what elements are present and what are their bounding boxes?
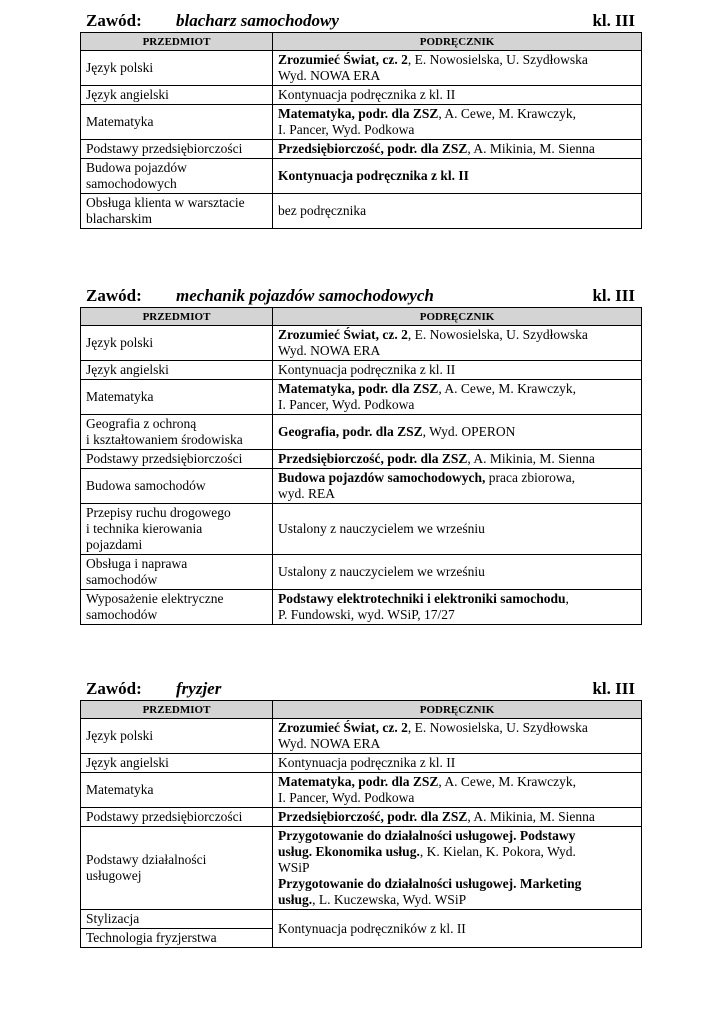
profession-name: mechanik pojazdów samochodowych: [176, 286, 434, 305]
textbook-details: Kontynuacja podręcznika z kl. II: [278, 362, 456, 377]
table-row: [81, 51, 642, 86]
textbook-details: , A. Cewe, M. Krawczyk,: [438, 381, 576, 396]
subject-cell: [81, 326, 273, 361]
subject-text: Przepisy ruchu drogowego: [86, 505, 231, 520]
textbook-cell: [273, 51, 642, 86]
textbook-cell: [273, 469, 642, 504]
textbook-title: usług. Ekonomika usług.: [278, 844, 420, 859]
textbook-title: Matematyka, podr. dla ZSZ: [278, 381, 439, 396]
textbook-line: [278, 720, 636, 736]
subject-text: Język polski: [86, 335, 154, 350]
subject-text: samochodów: [86, 607, 158, 622]
table-row: [81, 326, 642, 361]
subject-text: Język angielski: [86, 755, 169, 770]
textbook-line: [278, 106, 636, 122]
subject-cell: [81, 808, 273, 827]
subject-cell: [81, 929, 273, 948]
textbook-title: Przygotowanie do działalności usługowej. Podstawy: [278, 828, 576, 843]
textbook-title: Przedsiębiorczość, podr. dla ZSZ: [278, 141, 468, 156]
textbook-title: Przedsiębiorczość, podr. dla ZSZ: [278, 809, 468, 824]
table-header-row: [81, 701, 642, 719]
section-heading: [80, 10, 641, 32]
subject-text: Technologia fryzjerstwa: [86, 930, 217, 945]
textbook-details: , A. Mikinia, M. Sienna: [467, 451, 595, 466]
class-label: kl. III: [592, 11, 635, 30]
textbook-line: [278, 828, 636, 844]
textbook-table: [80, 700, 642, 948]
table-row: [81, 827, 642, 910]
textbook-details: Kontynuacja podręcznika z kl. II: [278, 87, 456, 102]
textbook-line: [278, 381, 636, 397]
textbook-line: [278, 68, 636, 84]
subject-text: samochodowych: [86, 176, 177, 191]
textbook-line: [278, 921, 636, 937]
textbook-line: [278, 809, 636, 825]
subject-cell: [81, 827, 273, 910]
textbook-details: , E. Nowosielska, U. Szydłowska: [407, 327, 588, 342]
subject-text: Język polski: [86, 728, 154, 743]
textbook-title: Matematyka, podr. dla ZSZ: [278, 106, 439, 121]
table-row: [81, 380, 642, 415]
textbook-table: [80, 32, 642, 229]
table-row: [81, 194, 642, 229]
textbook-line: [278, 790, 636, 806]
subject-cell: [81, 86, 273, 105]
textbook-line: [278, 774, 636, 790]
textbook-cell: [273, 105, 642, 140]
textbook-line: [278, 591, 636, 607]
table-row: [81, 719, 642, 754]
subject-text: pojazdami: [86, 537, 143, 552]
subject-text: Podstawy przedsiębiorczości: [86, 451, 243, 466]
textbook-line: [278, 397, 636, 413]
textbook-table: [80, 307, 642, 625]
subject-text: Język angielski: [86, 87, 169, 102]
table-row: [81, 415, 642, 450]
textbook-title: Matematyka, podr. dla ZSZ: [278, 774, 439, 789]
textbook-cell: [273, 773, 642, 808]
textbook-cell: [273, 827, 642, 910]
textbook-title: Podstawy elektrotechniki i elektroniki samochodu: [278, 591, 566, 606]
textbook-line: [278, 892, 636, 908]
profession-label: Zawód:: [86, 286, 142, 305]
textbook-title: Przygotowanie do działalności usługowej. Marketing: [278, 876, 582, 891]
textbook-line: [278, 470, 636, 486]
subject-text: Budowa samochodów: [86, 478, 206, 493]
textbook-details: Wyd. NOWA ERA: [278, 736, 381, 751]
textbook-cell: [273, 380, 642, 415]
subject-cell: [81, 194, 273, 229]
subject-text: Język polski: [86, 60, 154, 75]
subject-text: Geografia z ochroną: [86, 416, 197, 431]
textbook-cell: [273, 910, 642, 948]
textbook-line: [278, 362, 636, 378]
subject-text: i technika kierowania: [86, 521, 203, 536]
textbook-line: [278, 755, 636, 771]
textbook-cell: [273, 808, 642, 827]
textbook-cell: [273, 326, 642, 361]
table-row: [81, 450, 642, 469]
subject-text: i kształtowaniem środowiska: [86, 432, 243, 447]
subject-text: Podstawy przedsiębiorczości: [86, 141, 243, 156]
column-header-textbook: PODRĘCZNIK: [273, 33, 642, 51]
textbook-details: I. Pancer, Wyd. Podkowa: [278, 122, 415, 137]
textbook-line: [278, 860, 636, 876]
textbook-line: [278, 521, 636, 537]
textbook-line: [278, 203, 636, 219]
textbook-cell: [273, 86, 642, 105]
subject-text: Stylizacja: [86, 911, 140, 926]
table-row: [81, 140, 642, 159]
profession-label: Zawód:: [86, 11, 142, 30]
textbook-title: Zrozumieć Świat, cz. 2: [278, 52, 408, 67]
subject-cell: [81, 415, 273, 450]
textbook-title: Zrozumieć Świat, cz. 2: [278, 720, 408, 735]
section-mechanik: [80, 285, 641, 625]
class-label: kl. III: [592, 286, 635, 305]
subject-text: Obsługa klienta w warsztacie: [86, 195, 245, 210]
textbook-details: Kontynuacja podręczników z kl. II: [278, 920, 466, 936]
textbook-details: bez podręcznika: [278, 203, 367, 218]
subject-text: Matematyka: [86, 114, 154, 129]
textbook-cell: [273, 194, 642, 229]
textbook-title: Budowa pojazdów samochodowych,: [278, 470, 486, 485]
column-header-subject: PRZEDMIOT: [81, 33, 273, 51]
table-row: [81, 504, 642, 555]
subject-cell: [81, 380, 273, 415]
column-header-subject: PRZEDMIOT: [81, 308, 273, 326]
textbook-details: , L. Kuczewska, Wyd. WSiP: [312, 892, 467, 907]
textbook-details: Ustalony z nauczycielem we wrześniu: [278, 564, 485, 579]
table-row: [81, 469, 642, 504]
table-row: [81, 773, 642, 808]
textbook-details: I. Pancer, Wyd. Podkowa: [278, 397, 415, 412]
profession-label: Zawód:: [86, 679, 142, 698]
textbook-cell: [273, 140, 642, 159]
textbook-details: wyd. REA: [278, 486, 335, 501]
table-row: [81, 86, 642, 105]
textbook-details: , E. Nowosielska, U. Szydłowska: [407, 52, 588, 67]
subject-cell: [81, 51, 273, 86]
subject-text: samochodów: [86, 572, 158, 587]
textbook-details: , A. Mikinia, M. Sienna: [467, 141, 595, 156]
subject-cell: [81, 105, 273, 140]
textbook-details: , Wyd. OPERON: [422, 424, 516, 439]
textbook-details: , A. Cewe, M. Krawczyk,: [438, 774, 576, 789]
textbook-line: [278, 168, 636, 184]
textbook-line: [278, 607, 636, 623]
textbook-line: [278, 87, 636, 103]
textbook-line: [278, 424, 636, 440]
textbook-details: ,: [565, 591, 569, 606]
textbook-line: [278, 141, 636, 157]
subject-cell: [81, 754, 273, 773]
textbook-details: P. Fundowski, wyd. WSiP, 17/27: [278, 607, 455, 622]
section-heading: [80, 285, 641, 307]
textbook-cell: [273, 361, 642, 380]
textbook-details: I. Pancer, Wyd. Podkowa: [278, 790, 415, 805]
textbook-line: [278, 327, 636, 343]
subject-text: blacharskim: [86, 211, 152, 226]
table-row: [81, 808, 642, 827]
subject-text: Język angielski: [86, 362, 169, 377]
subject-text: Obsługa i naprawa: [86, 556, 188, 571]
textbook-line: [278, 343, 636, 359]
subject-cell: [81, 773, 273, 808]
textbook-details: WSiP: [278, 860, 310, 875]
subject-cell: [81, 469, 273, 504]
subject-cell: [81, 450, 273, 469]
profession-name: blacharz samochodowy: [176, 11, 339, 30]
textbook-cell: [273, 504, 642, 555]
textbook-line: [278, 52, 636, 68]
subject-cell: [81, 504, 273, 555]
section-fryzjer: [80, 678, 641, 948]
textbook-line: [278, 844, 636, 860]
textbook-cell: [273, 415, 642, 450]
table-header-row: [81, 33, 642, 51]
textbook-details: , E. Nowosielska, U. Szydłowska: [407, 720, 588, 735]
textbook-line: [278, 451, 636, 467]
column-header-subject: PRZEDMIOT: [81, 701, 273, 719]
textbook-title: Geografia, podr. dla ZSZ: [278, 424, 423, 439]
subject-cell: [81, 555, 273, 590]
textbook-cell: [273, 159, 642, 194]
table-row: [81, 910, 642, 929]
textbook-details: Wyd. NOWA ERA: [278, 343, 381, 358]
textbook-details: praca zbiorowa,: [485, 470, 575, 485]
textbook-details: , K. Kielan, K. Pokora, Wyd.: [419, 844, 576, 859]
textbook-cell: [273, 754, 642, 773]
table-row: [81, 361, 642, 380]
subject-text: Budowa pojazdów: [86, 160, 187, 175]
textbook-title: Zrozumieć Świat, cz. 2: [278, 327, 408, 342]
textbook-cell: [273, 555, 642, 590]
subject-text: Matematyka: [86, 389, 154, 404]
textbook-title: Kontynuacja podręcznika z kl. II: [278, 168, 469, 183]
subject-cell: [81, 159, 273, 194]
textbook-line: [278, 122, 636, 138]
section-heading: [80, 678, 641, 700]
class-label: kl. III: [592, 679, 635, 698]
textbook-details: Wyd. NOWA ERA: [278, 68, 381, 83]
textbook-title: usług.: [278, 892, 313, 907]
textbook-details: Ustalony z nauczycielem we wrześniu: [278, 521, 485, 536]
textbook-details: , A. Mikinia, M. Sienna: [467, 809, 595, 824]
textbook-cell: [273, 450, 642, 469]
table-row: [81, 159, 642, 194]
column-header-textbook: PODRĘCZNIK: [273, 308, 642, 326]
table-row: [81, 555, 642, 590]
profession-name: fryzjer: [176, 679, 222, 698]
subject-cell: [81, 590, 273, 625]
textbook-title: Przedsiębiorczość, podr. dla ZSZ: [278, 451, 468, 466]
textbook-details: , A. Cewe, M. Krawczyk,: [438, 106, 576, 121]
textbook-line: [278, 486, 636, 502]
section-blacharz: [80, 10, 641, 229]
subject-cell: [81, 361, 273, 380]
textbook-line: [278, 876, 636, 892]
textbook-line: [278, 736, 636, 752]
subject-cell: [81, 140, 273, 159]
table-header-row: [81, 308, 642, 326]
table-row: [81, 105, 642, 140]
subject-text: Podstawy działalności: [86, 852, 207, 867]
textbook-line: [278, 564, 636, 580]
subject-cell: [81, 719, 273, 754]
subject-cell: [81, 910, 273, 929]
table-row: [81, 754, 642, 773]
subject-text: usługowej: [86, 868, 142, 883]
subject-text: Podstawy przedsiębiorczości: [86, 809, 243, 824]
textbook-cell: [273, 590, 642, 625]
column-header-textbook: PODRĘCZNIK: [273, 701, 642, 719]
textbook-cell: [273, 719, 642, 754]
subject-text: Matematyka: [86, 782, 154, 797]
subject-text: Wyposażenie elektryczne: [86, 591, 224, 606]
textbook-details: Kontynuacja podręcznika z kl. II: [278, 755, 456, 770]
table-row: [81, 590, 642, 625]
